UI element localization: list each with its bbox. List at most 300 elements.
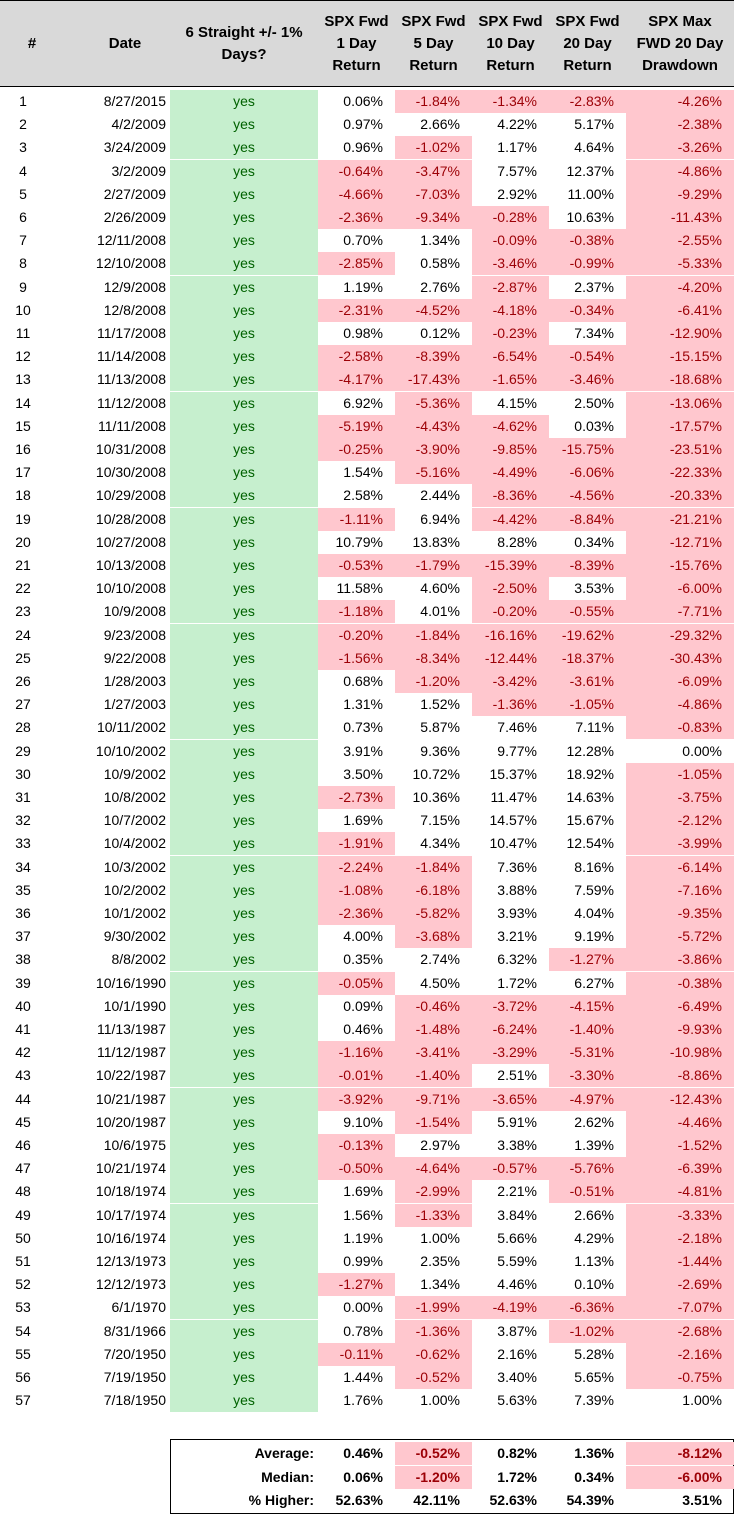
cell-fwd-5-day: 4.50% xyxy=(420,974,460,991)
row-flag: yes xyxy=(170,554,318,577)
cell-max-drawdown: -15.15% xyxy=(626,345,734,368)
cell-max-drawdown: -13.06% xyxy=(626,392,734,415)
cell-fwd-10-day: -9.85% xyxy=(472,438,549,461)
cell-max-drawdown: -2.69% xyxy=(626,1273,734,1296)
cell-max-drawdown: -10.98% xyxy=(626,1041,734,1064)
summary-row xyxy=(0,1489,734,1512)
header-max-drawdown: SPX Max FWD 20 Day Drawdown xyxy=(636,13,724,74)
cell-fwd-10-day: 5.91% xyxy=(497,1113,537,1130)
cell-max-drawdown: -2.68% xyxy=(626,1320,734,1343)
cell-fwd-5-day: 9.36% xyxy=(420,742,460,759)
row-index: 50 xyxy=(15,1229,31,1246)
row-flag: yes xyxy=(170,948,318,971)
row-index: 12 xyxy=(15,348,31,365)
row-flag: yes xyxy=(170,716,318,739)
cell-fwd-20-day: -0.51% xyxy=(549,1180,626,1203)
row-flag: yes xyxy=(170,600,318,623)
row-date: 10/10/2008 xyxy=(95,580,166,597)
cell-fwd-20-day: -0.55% xyxy=(549,600,626,623)
row-flag: yes xyxy=(170,1250,318,1273)
cell-fwd-1-day: -0.50% xyxy=(318,1157,395,1180)
cell-fwd-1-day: -0.20% xyxy=(318,624,395,647)
cell-fwd-20-day: -4.56% xyxy=(549,484,626,507)
row-flag: yes xyxy=(170,1227,318,1250)
summary-fwd-20-day: 54.39% xyxy=(566,1492,614,1508)
row-flag: yes xyxy=(170,1320,318,1343)
cell-max-drawdown: -2.18% xyxy=(626,1227,734,1250)
cell-fwd-10-day: 2.51% xyxy=(497,1067,537,1084)
row-index: 31 xyxy=(15,789,31,805)
row-date: 12/9/2008 xyxy=(103,278,166,295)
cell-fwd-1-day: -2.31% xyxy=(318,299,395,322)
cell-max-drawdown: -15.76% xyxy=(626,554,734,577)
cell-fwd-20-day: 7.39% xyxy=(574,1392,614,1409)
cell-fwd-1-day: -5.19% xyxy=(318,415,395,438)
row-index: 47 xyxy=(15,1160,31,1177)
header-index: # xyxy=(27,35,37,52)
row-date: 10/8/2002 xyxy=(103,789,166,805)
cell-fwd-1-day: 3.91% xyxy=(343,742,383,759)
row-index: 34 xyxy=(15,858,31,875)
row-flag: yes xyxy=(170,415,318,438)
cell-fwd-1-day: -1.91% xyxy=(318,832,395,855)
row-index: 3 xyxy=(19,139,27,156)
cell-fwd-1-day: 1.19% xyxy=(343,278,383,295)
cell-fwd-20-day: 10.63% xyxy=(566,209,614,225)
cell-fwd-10-day: -4.42% xyxy=(472,508,549,531)
cell-max-drawdown: -20.33% xyxy=(626,484,734,507)
cell-fwd-5-day: -3.47% xyxy=(395,160,472,183)
row-date: 7/18/1950 xyxy=(103,1392,166,1409)
cell-fwd-5-day: 1.52% xyxy=(420,696,460,713)
cell-max-drawdown: -2.12% xyxy=(626,809,734,832)
table-row xyxy=(0,1273,734,1296)
row-index: 51 xyxy=(15,1253,31,1269)
cell-fwd-20-day: 12.54% xyxy=(566,835,614,852)
row-index: 37 xyxy=(15,928,31,945)
row-index: 45 xyxy=(15,1113,31,1130)
cell-fwd-20-day: -3.30% xyxy=(549,1064,626,1087)
cell-fwd-5-day: -17.43% xyxy=(395,368,472,391)
row-date: 10/1/2002 xyxy=(103,905,166,921)
summary-row xyxy=(0,1442,734,1465)
cell-fwd-1-day: -0.13% xyxy=(318,1134,395,1157)
cell-fwd-5-day: 4.01% xyxy=(420,603,460,620)
row-flag: yes xyxy=(170,136,318,159)
cell-fwd-5-day: -7.03% xyxy=(395,183,472,206)
row-date: 10/22/1987 xyxy=(95,1067,166,1084)
row-index: 44 xyxy=(15,1090,31,1107)
table-row xyxy=(0,1111,734,1134)
table-row xyxy=(0,995,734,1018)
row-index: 6 xyxy=(19,209,27,225)
row-index: 48 xyxy=(15,1183,31,1200)
cell-fwd-20-day: -0.34% xyxy=(549,299,626,322)
row-date: 1/28/2003 xyxy=(103,673,166,689)
row-flag: yes xyxy=(170,1157,318,1180)
cell-fwd-20-day: -8.39% xyxy=(549,554,626,577)
cell-fwd-5-day: 7.15% xyxy=(420,812,460,829)
cell-fwd-5-day: -8.39% xyxy=(395,345,472,368)
header-fwd-1-day: SPX Fwd 1 Day Return xyxy=(324,13,389,74)
row-date: 10/2/2002 xyxy=(103,881,166,898)
cell-fwd-20-day: 14.63% xyxy=(566,789,614,805)
cell-fwd-1-day: 1.69% xyxy=(343,1183,383,1200)
cell-fwd-20-day: 12.28% xyxy=(566,742,614,759)
row-index: 56 xyxy=(15,1369,31,1385)
row-date: 6/1/1970 xyxy=(111,1299,166,1316)
cell-fwd-1-day: -2.36% xyxy=(318,902,395,925)
row-date: 12/13/1973 xyxy=(95,1253,166,1269)
row-index: 39 xyxy=(15,974,31,991)
cell-fwd-10-day: 14.57% xyxy=(489,812,537,829)
summary-fwd-5-day: 42.11% xyxy=(413,1492,460,1508)
row-flag: yes xyxy=(170,856,318,879)
table-row xyxy=(0,577,734,600)
cell-fwd-20-day: 2.50% xyxy=(574,394,614,411)
table-row xyxy=(0,461,734,484)
cell-max-drawdown: -5.72% xyxy=(626,925,734,948)
row-index: 18 xyxy=(15,487,31,504)
cell-fwd-20-day: -18.37% xyxy=(549,647,626,670)
cell-fwd-10-day: -3.65% xyxy=(472,1088,549,1111)
table-row xyxy=(0,345,734,368)
cell-fwd-1-day: 1.44% xyxy=(343,1369,383,1385)
cell-max-drawdown: -3.33% xyxy=(626,1204,734,1227)
table-row xyxy=(0,1157,734,1180)
cell-fwd-10-day: 4.22% xyxy=(497,116,537,133)
row-date: 10/18/1974 xyxy=(95,1183,166,1200)
cell-fwd-5-day: 4.34% xyxy=(420,835,460,852)
cell-fwd-5-day: 10.36% xyxy=(412,789,460,805)
row-flag: yes xyxy=(170,206,318,229)
summary-fwd-20-day: 1.36% xyxy=(574,1445,614,1461)
summary-fwd-10-day: 52.63% xyxy=(489,1492,537,1508)
cell-max-drawdown: -9.29% xyxy=(626,183,734,206)
summary-max-drawdown: -6.00% xyxy=(626,1466,734,1489)
row-index: 27 xyxy=(15,696,31,713)
table-row xyxy=(0,113,734,136)
cell-fwd-20-day: 1.13% xyxy=(574,1253,614,1269)
cell-max-drawdown: -1.05% xyxy=(626,763,734,786)
row-date: 10/17/1974 xyxy=(95,1206,166,1223)
cell-fwd-1-day: 1.56% xyxy=(343,1206,383,1223)
cell-fwd-1-day: 0.73% xyxy=(343,719,383,736)
cell-fwd-1-day: -0.01% xyxy=(318,1064,395,1087)
table-row xyxy=(0,1204,734,1227)
cell-fwd-1-day: 0.70% xyxy=(343,232,383,249)
cell-fwd-10-day: 3.88% xyxy=(497,881,537,898)
row-flag: yes xyxy=(170,229,318,252)
cell-fwd-20-day: 6.27% xyxy=(574,974,614,991)
cell-fwd-1-day: -2.36% xyxy=(318,206,395,229)
cell-max-drawdown: -3.26% xyxy=(626,136,734,159)
cell-fwd-10-day: 3.40% xyxy=(497,1369,537,1385)
cell-fwd-1-day: 6.92% xyxy=(343,394,383,411)
cell-max-drawdown: -4.81% xyxy=(626,1180,734,1203)
cell-fwd-10-day: 9.77% xyxy=(497,742,537,759)
cell-fwd-5-day: -0.46% xyxy=(395,995,472,1018)
row-date: 7/20/1950 xyxy=(103,1345,166,1362)
cell-fwd-5-day: -4.43% xyxy=(395,415,472,438)
row-index: 49 xyxy=(15,1206,31,1223)
row-date: 10/16/1990 xyxy=(95,974,166,991)
row-index: 46 xyxy=(15,1137,31,1153)
row-date: 10/6/1975 xyxy=(103,1137,166,1153)
cell-fwd-10-day: -2.87% xyxy=(472,276,549,299)
row-index: 24 xyxy=(15,626,31,643)
cell-fwd-5-day: -1.84% xyxy=(395,856,472,879)
cell-fwd-20-day: -19.62% xyxy=(549,624,626,647)
cell-max-drawdown: -4.46% xyxy=(626,1111,734,1134)
cell-fwd-1-day: -2.24% xyxy=(318,856,395,879)
cell-max-drawdown: -4.86% xyxy=(626,160,734,183)
row-date: 10/13/2008 xyxy=(95,557,166,573)
cell-fwd-1-day: 1.54% xyxy=(343,464,383,481)
row-date: 8/8/2002 xyxy=(111,951,166,968)
cell-fwd-5-day: 2.66% xyxy=(420,116,460,133)
row-date: 10/16/1974 xyxy=(95,1229,166,1246)
row-flag: yes xyxy=(170,925,318,948)
cell-fwd-5-day: -5.36% xyxy=(395,392,472,415)
cell-max-drawdown: -0.83% xyxy=(626,716,734,739)
cell-fwd-1-day: 0.06% xyxy=(343,93,383,109)
cell-max-drawdown: -0.75% xyxy=(626,1366,734,1389)
cell-fwd-1-day: -2.85% xyxy=(318,252,395,275)
cell-fwd-20-day: 11.00% xyxy=(567,185,614,202)
cell-max-drawdown: -6.14% xyxy=(626,856,734,879)
cell-fwd-5-day: -1.54% xyxy=(395,1111,472,1134)
cell-fwd-5-day: 2.76% xyxy=(420,278,460,295)
row-index: 16 xyxy=(15,441,31,457)
cell-fwd-1-day: -1.11% xyxy=(318,508,395,531)
cell-max-drawdown: 1.00% xyxy=(682,1392,722,1409)
cell-max-drawdown: -0.38% xyxy=(626,972,734,995)
row-index: 54 xyxy=(15,1322,31,1339)
summary-fwd-1-day: 52.63% xyxy=(335,1492,383,1508)
table-row xyxy=(0,856,734,879)
row-flag: yes xyxy=(170,1041,318,1064)
row-index: 29 xyxy=(15,742,31,759)
row-index: 26 xyxy=(15,673,31,689)
row-index: 9 xyxy=(19,278,27,295)
cell-fwd-5-day: 1.34% xyxy=(420,1276,460,1293)
row-date: 2/26/2009 xyxy=(103,209,166,225)
row-date: 12/11/2008 xyxy=(96,232,166,249)
row-date: 11/14/2008 xyxy=(96,348,166,365)
cell-fwd-20-day: 9.19% xyxy=(574,928,614,945)
row-flag: yes xyxy=(170,1088,318,1111)
row-date: 10/7/2002 xyxy=(103,812,166,829)
cell-max-drawdown: -6.09% xyxy=(626,670,734,693)
cell-fwd-5-day: 2.35% xyxy=(420,1253,460,1269)
cell-fwd-1-day: -1.18% xyxy=(318,600,395,623)
cell-fwd-5-day: 10.72% xyxy=(412,765,460,782)
cell-fwd-20-day: 0.03% xyxy=(574,417,614,434)
row-flag: yes xyxy=(170,670,318,693)
row-date: 11/17/2008 xyxy=(96,325,166,341)
row-index: 41 xyxy=(15,1021,31,1037)
cell-fwd-10-day: 3.84% xyxy=(497,1206,537,1223)
cell-fwd-5-day: -0.52% xyxy=(395,1366,472,1389)
cell-fwd-10-day: 3.87% xyxy=(497,1322,537,1339)
cell-fwd-10-day: 4.15% xyxy=(497,394,537,411)
cell-fwd-5-day: -1.36% xyxy=(395,1320,472,1343)
row-index: 52 xyxy=(15,1276,31,1293)
cell-fwd-5-day: -3.68% xyxy=(395,925,472,948)
cell-fwd-1-day: 1.19% xyxy=(343,1229,383,1246)
row-index: 43 xyxy=(15,1067,31,1084)
row-date: 4/2/2009 xyxy=(111,116,166,133)
row-date: 10/3/2002 xyxy=(103,858,166,875)
cell-fwd-20-day: -3.61% xyxy=(549,670,626,693)
cell-fwd-20-day: 2.37% xyxy=(574,278,614,295)
table-row xyxy=(0,554,734,577)
cell-fwd-1-day: 1.31% xyxy=(343,696,383,713)
cell-fwd-5-day: 2.74% xyxy=(420,951,460,968)
cell-fwd-5-day: -1.84% xyxy=(395,90,472,113)
row-date: 10/4/2002 xyxy=(103,835,166,852)
cell-fwd-1-day: 0.97% xyxy=(343,116,383,133)
table-row xyxy=(0,299,734,322)
row-flag: yes xyxy=(170,531,318,554)
row-date: 12/8/2008 xyxy=(103,301,166,318)
cell-fwd-1-day: 4.00% xyxy=(343,928,383,945)
summary-fwd-10-day: 1.72% xyxy=(497,1468,537,1485)
cell-fwd-20-day: 0.34% xyxy=(574,533,614,550)
cell-fwd-1-day: -1.08% xyxy=(318,879,395,902)
row-index: 2 xyxy=(19,116,27,133)
table-row xyxy=(0,1180,734,1203)
cell-fwd-10-day: -0.23% xyxy=(472,322,549,345)
row-flag: yes xyxy=(170,1389,318,1412)
cell-fwd-10-day: -4.49% xyxy=(472,461,549,484)
cell-max-drawdown: -3.75% xyxy=(626,786,734,809)
cell-fwd-20-day: 4.04% xyxy=(574,905,614,921)
cell-fwd-1-day: -1.16% xyxy=(318,1041,395,1064)
header-fwd-5-day: SPX Fwd 5 Day Return xyxy=(401,13,466,74)
cell-fwd-1-day: 0.99% xyxy=(343,1253,383,1269)
cell-fwd-5-day: -3.41% xyxy=(395,1041,472,1064)
cell-fwd-10-day: -4.62% xyxy=(472,415,549,438)
row-date: 10/9/2008 xyxy=(103,603,166,620)
cell-fwd-10-day: 2.21% xyxy=(497,1183,537,1200)
cell-fwd-1-day: -2.73% xyxy=(318,786,395,809)
row-flag: yes xyxy=(170,577,318,600)
cell-fwd-20-day: -6.36% xyxy=(549,1296,626,1319)
cell-fwd-20-day: -1.27% xyxy=(549,948,626,971)
cell-fwd-5-day: 1.34% xyxy=(420,232,460,249)
cell-fwd-10-day: 2.16% xyxy=(497,1345,537,1362)
cell-max-drawdown: -1.52% xyxy=(626,1134,734,1157)
table-row xyxy=(0,670,734,693)
table-row xyxy=(0,1389,734,1412)
cell-fwd-1-day: -2.58% xyxy=(318,345,395,368)
cell-fwd-1-day: 1.69% xyxy=(343,812,383,829)
cell-max-drawdown: -21.21% xyxy=(626,508,734,531)
cell-max-drawdown: -4.20% xyxy=(626,276,734,299)
cell-fwd-1-day: 1.76% xyxy=(343,1392,383,1409)
cell-fwd-20-day: -0.54% xyxy=(549,345,626,368)
cell-fwd-10-day: 7.46% xyxy=(497,719,537,736)
row-date: 12/12/1973 xyxy=(95,1276,166,1293)
cell-fwd-10-day: 7.57% xyxy=(497,162,537,179)
cell-fwd-20-day: -6.06% xyxy=(549,461,626,484)
cell-fwd-1-day: -0.64% xyxy=(318,160,395,183)
header-fwd-10-day: SPX Fwd 10 Day Return xyxy=(478,13,543,74)
table-row xyxy=(0,415,734,438)
row-flag: yes xyxy=(170,461,318,484)
cell-max-drawdown: -12.71% xyxy=(626,531,734,554)
table-header xyxy=(0,0,734,87)
row-flag: yes xyxy=(170,1018,318,1041)
cell-max-drawdown: -30.43% xyxy=(626,647,734,670)
table-row xyxy=(0,624,734,647)
table-row xyxy=(0,1296,734,1319)
row-flag: yes xyxy=(170,484,318,507)
cell-fwd-20-day: -1.02% xyxy=(549,1320,626,1343)
row-index: 30 xyxy=(15,765,31,782)
cell-fwd-10-day: 7.36% xyxy=(497,858,537,875)
cell-fwd-1-day: 0.96% xyxy=(343,139,383,156)
row-flag: yes xyxy=(170,1204,318,1227)
cell-fwd-5-day: -1.99% xyxy=(395,1296,472,1319)
cell-max-drawdown: -6.41% xyxy=(626,299,734,322)
header-flag: 6 Straight +/- 1% Days? xyxy=(185,24,303,63)
table-row xyxy=(0,508,734,531)
cell-max-drawdown: -5.33% xyxy=(626,252,734,275)
table-row xyxy=(0,693,734,716)
row-date: 10/21/1974 xyxy=(95,1160,166,1177)
cell-fwd-20-day: -2.83% xyxy=(549,90,626,113)
row-date: 9/23/2008 xyxy=(103,626,166,643)
table-row xyxy=(0,438,734,461)
row-flag: yes xyxy=(170,809,318,832)
cell-fwd-20-day: 18.92% xyxy=(566,765,614,782)
row-date: 10/11/2002 xyxy=(96,719,166,736)
cell-fwd-1-day: -1.56% xyxy=(318,647,395,670)
cell-fwd-5-day: -1.84% xyxy=(395,624,472,647)
cell-fwd-1-day: 3.50% xyxy=(343,765,383,782)
table-row xyxy=(0,740,734,763)
cell-fwd-1-day: -0.05% xyxy=(318,972,395,995)
table-row xyxy=(0,484,734,507)
cell-fwd-1-day: 0.00% xyxy=(343,1299,383,1316)
cell-fwd-10-day: 4.46% xyxy=(497,1276,537,1293)
summary-label: Average: xyxy=(254,1445,314,1461)
cell-fwd-10-day: 3.38% xyxy=(497,1137,537,1153)
cell-fwd-20-day: -5.31% xyxy=(549,1041,626,1064)
table-row xyxy=(0,902,734,925)
row-date: 2/27/2009 xyxy=(103,185,166,202)
row-flag: yes xyxy=(170,113,318,136)
cell-fwd-10-day: 3.93% xyxy=(497,905,537,921)
cell-fwd-20-day: 5.65% xyxy=(574,1369,614,1385)
cell-max-drawdown: -4.86% xyxy=(626,693,734,716)
cell-fwd-5-day: 6.94% xyxy=(420,510,460,527)
cell-max-drawdown: -7.71% xyxy=(626,600,734,623)
cell-max-drawdown: -6.49% xyxy=(626,995,734,1018)
table-row xyxy=(0,948,734,971)
row-date: 10/30/2008 xyxy=(95,464,166,481)
cell-fwd-5-day: -6.18% xyxy=(395,879,472,902)
cell-fwd-5-day: -1.02% xyxy=(395,136,472,159)
cell-fwd-5-day: -1.79% xyxy=(395,554,472,577)
table-row xyxy=(0,1250,734,1273)
row-index: 40 xyxy=(15,997,31,1014)
row-flag: yes xyxy=(170,972,318,995)
cell-max-drawdown: -7.07% xyxy=(626,1296,734,1319)
